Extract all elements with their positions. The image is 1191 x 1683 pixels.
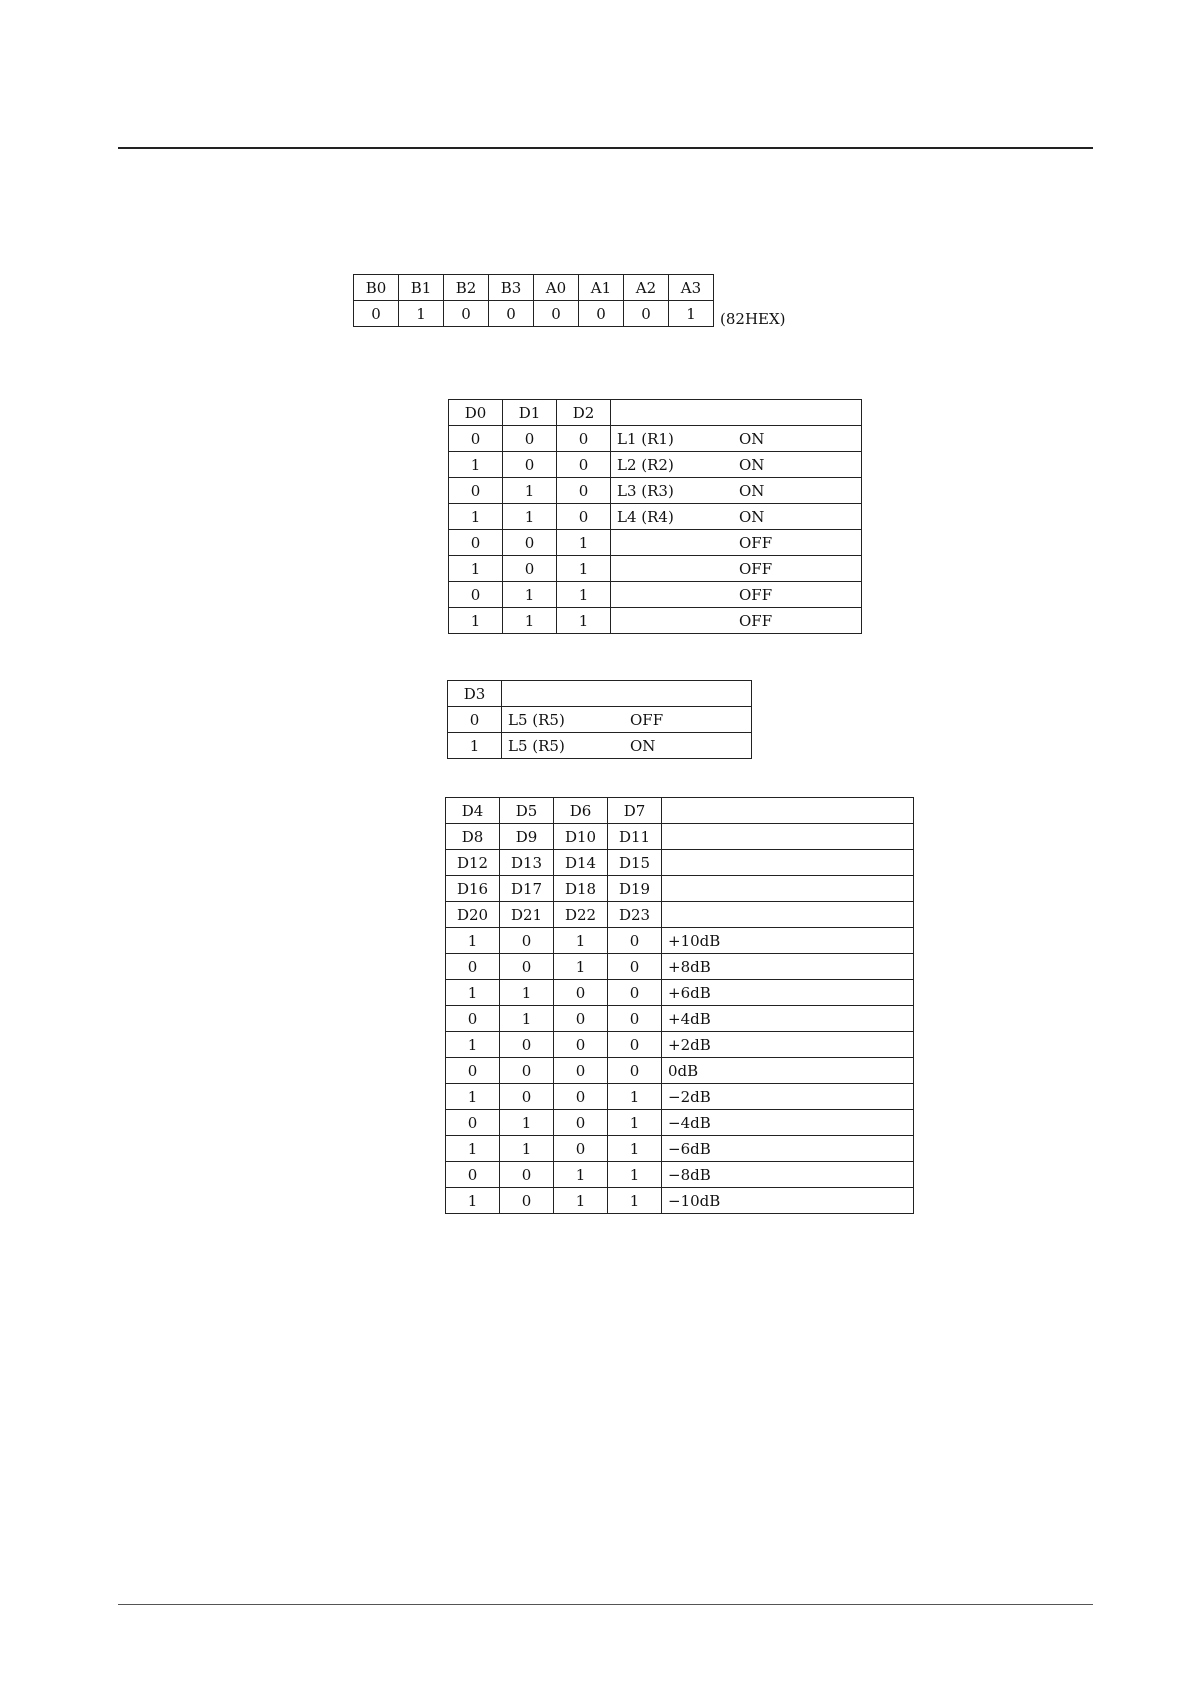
gain-header-row [446,876,914,902]
select-col-header [611,400,862,426]
gain-col-header: D6 [554,798,608,824]
bit-cell: 1 [500,1136,554,1162]
gain-value: 0dB [662,1058,914,1084]
channel-state: OFF [739,611,773,630]
address-bit-value: 0 [624,301,669,327]
address-bit-value: 0 [489,301,534,327]
bit-cell: 0 [554,980,608,1006]
address-bit-header: A3 [669,275,714,301]
bit-cell: 0 [500,1058,554,1084]
bit-cell: 1 [503,608,557,634]
bit-cell: 0 [554,1084,608,1110]
bit-cell: 1 [449,452,503,478]
bit-cell: 0 [500,928,554,954]
bit-cell: 0 [500,1188,554,1214]
gain-value: −10dB [662,1188,914,1214]
channel-description [611,530,862,556]
gain-desc-header [662,876,914,902]
address-bit-value: 1 [399,301,444,327]
bit-cell: 0 [446,1110,500,1136]
gain-value: +10dB [662,928,914,954]
bit-cell: 1 [446,1084,500,1110]
select-row [449,452,862,478]
d3-row [448,707,752,733]
bit-cell: 1 [554,1188,608,1214]
bit-cell: 0 [554,1032,608,1058]
bit-cell: 0 [557,426,611,452]
gain-col-header: D11 [608,824,662,850]
d3-desc-header [502,681,752,707]
address-bit-header: B2 [444,275,489,301]
gain-col-header: D20 [446,902,500,928]
channel-state: OFF [739,585,773,604]
bottom-rule [118,1604,1093,1605]
gain-col-header: D22 [554,902,608,928]
address-value-row [354,301,714,327]
gain-row [446,1006,914,1032]
bit-cell: 1 [554,1162,608,1188]
channel-description [502,733,752,759]
address-byte-table [353,274,714,327]
gain-row [446,1058,914,1084]
gain-row [446,1188,914,1214]
address-bit-value: 1 [669,301,714,327]
bit-cell: 0 [557,478,611,504]
select-row [449,530,862,556]
bit-cell: 1 [608,1188,662,1214]
gain-value: +4dB [662,1006,914,1032]
bit-cell: 1 [557,530,611,556]
select-header-row [449,400,862,426]
bit-cell: 1 [608,1110,662,1136]
bit-cell: 0 [557,504,611,530]
bit-cell: 1 [449,556,503,582]
bit-cell: 0 [554,1006,608,1032]
bit-cell: 0 [608,1006,662,1032]
gain-row [446,1162,914,1188]
gain-col-header: D12 [446,850,500,876]
bit-cell: 0 [449,426,503,452]
bit-cell: 1 [503,478,557,504]
gain-col-header: D14 [554,850,608,876]
gain-col-header: D16 [446,876,500,902]
bit-cell: 0 [446,1162,500,1188]
bit-cell: 0 [446,954,500,980]
channel-label: L5 (R5) [508,736,565,755]
channel-description [611,582,862,608]
bit-cell: 1 [608,1084,662,1110]
address-bit-header: A1 [579,275,624,301]
gain-col-header: D8 [446,824,500,850]
bit-cell: 0 [503,452,557,478]
d3-header-row [448,681,752,707]
channel-state: ON [739,507,765,526]
bit-cell: 0 [608,954,662,980]
bit-cell: 1 [554,928,608,954]
bit-cell: 0 [608,1032,662,1058]
gain-header-row [446,850,914,876]
gain-desc-header [662,902,914,928]
gain-header-row [446,798,914,824]
gain-value: +8dB [662,954,914,980]
gain-col-header: D21 [500,902,554,928]
channel-state: ON [739,481,765,500]
address-bit-header: A0 [534,275,579,301]
d3-col-header: D3 [448,681,502,707]
address-bit-value: 0 [444,301,489,327]
bit-cell: 0 [554,1058,608,1084]
select-row [449,608,862,634]
channel-description [502,707,752,733]
select-row [449,426,862,452]
select-col-header: D1 [503,400,557,426]
select-row [449,478,862,504]
gain-row [446,1136,914,1162]
bit-cell: 1 [503,582,557,608]
bit-cell: 0 [503,530,557,556]
address-bit-value: 0 [534,301,579,327]
gain-col-header: D15 [608,850,662,876]
bit-cell: 0 [554,1110,608,1136]
address-header-row [354,275,714,301]
address-bit-header: A2 [624,275,669,301]
bit-cell: 0 [500,1032,554,1058]
channel-description [611,608,862,634]
gain-row [446,1084,914,1110]
bit-cell: 1 [500,1110,554,1136]
bit-cell: 1 [448,733,502,759]
d3-table [447,680,752,759]
select-col-header: D0 [449,400,503,426]
gain-value: +2dB [662,1032,914,1058]
d3-row [448,733,752,759]
bit-cell: 1 [446,1136,500,1162]
bit-cell: 1 [500,1006,554,1032]
bit-cell: 0 [449,530,503,556]
gain-col-header: D19 [608,876,662,902]
channel-label: L5 (R5) [508,710,565,729]
gain-col-header: D17 [500,876,554,902]
gain-table [445,797,914,1214]
gain-header-row [446,824,914,850]
select-row [449,504,862,530]
bit-cell: 0 [608,1058,662,1084]
bit-cell: 0 [448,707,502,733]
bit-cell: 1 [449,608,503,634]
gain-desc-header [662,798,914,824]
gain-desc-header [662,850,914,876]
bit-cell: 0 [554,1136,608,1162]
bit-cell: 0 [503,556,557,582]
bit-cell: 0 [449,582,503,608]
select-row [449,582,862,608]
channel-state: OFF [739,559,773,578]
gain-row [446,980,914,1006]
channel-state: ON [739,429,765,448]
bit-cell: 1 [557,556,611,582]
channel-label: L3 (R3) [617,481,674,500]
bit-cell: 0 [446,1058,500,1084]
channel-select-table [448,399,862,634]
address-bit-value: 0 [354,301,399,327]
bit-cell: 1 [446,928,500,954]
channel-state: ON [739,455,765,474]
bit-cell: 1 [446,980,500,1006]
channel-label: L1 (R1) [617,429,674,448]
gain-col-header: D18 [554,876,608,902]
channel-description [611,556,862,582]
gain-row [446,1032,914,1058]
bit-cell: 0 [500,1162,554,1188]
channel-description [611,452,862,478]
channel-state: OFF [630,710,664,729]
channel-state: OFF [739,533,773,552]
bit-cell: 1 [608,1136,662,1162]
channel-label: L4 (R4) [617,507,674,526]
gain-row [446,1110,914,1136]
bit-cell: 1 [554,954,608,980]
address-bit-header: B1 [399,275,444,301]
select-row [449,556,862,582]
gain-value: −8dB [662,1162,914,1188]
bit-cell: 0 [608,928,662,954]
channel-description [611,426,862,452]
gain-value: −4dB [662,1110,914,1136]
gain-col-header: D5 [500,798,554,824]
bit-cell: 1 [500,980,554,1006]
address-bit-value: 0 [579,301,624,327]
address-bit-header: B3 [489,275,534,301]
gain-value: +6dB [662,980,914,1006]
bit-cell: 1 [608,1162,662,1188]
gain-value: −2dB [662,1084,914,1110]
bit-cell: 1 [449,504,503,530]
bit-cell: 0 [449,478,503,504]
gain-col-header: D23 [608,902,662,928]
address-bit-header: B0 [354,275,399,301]
bit-cell: 0 [500,1084,554,1110]
gain-header-row [446,902,914,928]
gain-desc-header [662,824,914,850]
gain-value: −6dB [662,1136,914,1162]
gain-row [446,954,914,980]
gain-col-header: D13 [500,850,554,876]
bit-cell: 1 [557,608,611,634]
bit-cell: 1 [446,1188,500,1214]
gain-col-header: D4 [446,798,500,824]
channel-state: ON [630,736,656,755]
bit-cell: 1 [446,1032,500,1058]
bit-cell: 1 [503,504,557,530]
gain-col-header: D10 [554,824,608,850]
channel-label: L2 (R2) [617,455,674,474]
channel-description [611,478,862,504]
top-rule [118,147,1093,149]
hex-note: (82HEX) [720,310,786,328]
bit-cell: 0 [557,452,611,478]
channel-description [611,504,862,530]
gain-col-header: D7 [608,798,662,824]
bit-cell: 0 [608,980,662,1006]
gain-row [446,928,914,954]
bit-cell: 0 [446,1006,500,1032]
bit-cell: 0 [500,954,554,980]
gain-col-header: D9 [500,824,554,850]
select-col-header: D2 [557,400,611,426]
bit-cell: 1 [557,582,611,608]
bit-cell: 0 [503,426,557,452]
